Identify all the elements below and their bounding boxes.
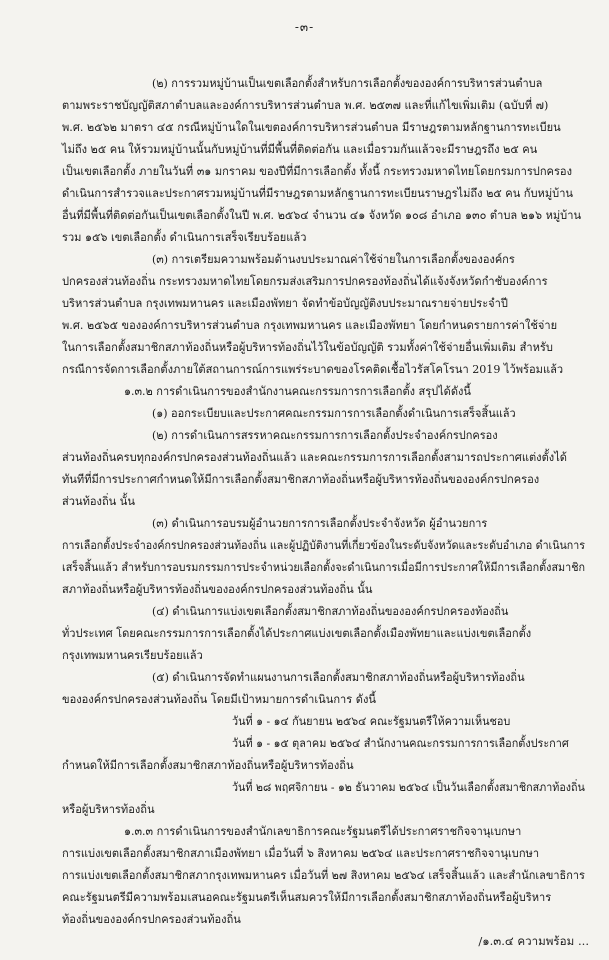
page-number: -๓- <box>294 20 315 34</box>
text-line: การเลือกตั้งประจำองค์กรปกครองส่วนท้องถิ่น และผู้ปฏิบัติงานที่เกี่ยวข้องในระดับจังหวัดและระดับอำเภอ ดำเนินการ <box>62 538 585 552</box>
text-line: ตามพระราชบัญญัติสภาตำบลและองค์การบริหารส่วนตำบล พ.ศ. ๒๕๓๗ และที่แก้ไขเพิ่มเติม (ฉบับที่ ๗) <box>62 98 549 112</box>
text-line: กำหนดให้มีการเลือกตั้งสมาชิกสภาท้องถิ่นหรือผู้บริหารท้องถิ่น <box>62 758 354 772</box>
text-line: (๒) การรวมหมู่บ้านเป็นเขตเลือกตั้งสำหรับการเลือกตั้งขององค์การบริหารส่วนตำบล <box>152 76 543 90</box>
text-line: ขององค์กรปกครองส่วนท้องถิ่น โดยมีเป้าหมายการดำเนินการ ดังนี้ <box>62 692 376 706</box>
text-line: ทันทีที่มีการประกาศกำหนดให้มีการเลือกตั้งสมาชิกสภาท้องถิ่นหรือผู้บริหารท้องถิ่นขององค์กรปกครอง <box>62 472 540 486</box>
text-line: รวม ๑๕๖ เขตเลือกตั้ง ดำเนินการเสร็จเรียบร้อยแล้ว <box>62 230 307 244</box>
text-line: (๔) ดำเนินการแบ่งเขตเลือกตั้งสมาชิกสภาท้องถิ่นขององค์กรปกครองท้องถิ่น <box>152 604 509 618</box>
text-line: หรือผู้บริหารท้องถิ่น <box>62 802 155 816</box>
text-line: ดำเนินการสำรวจและประกาศรวมหมู่บ้านที่มีราษฎรตามหลักฐานการทะเบียนราษฎรไม่ถึง ๒๕ คน กับหมู่บ้าน <box>62 186 574 200</box>
text-line: ท้องถิ่นขององค์กรปกครองส่วนท้องถิ่น <box>62 912 241 926</box>
text-line: วันที่ ๑ - ๑๔ กันยายน ๒๕๖๔ คณะรัฐมนตรีให้ความเห็นชอบ <box>232 714 511 728</box>
text-line: พ.ศ. ๒๕๖๒ มาตรา ๔๕ กรณีหมู่บ้านใดในเขตองค์การบริหารส่วนตำบล มีราษฎรตามหลักฐานการทะเบียน <box>62 120 561 134</box>
text-line: บริหารส่วนตำบล กรุงเทพมหานคร และเมืองพัทยา จัดทำข้อบัญญัติงบประมาณรายจ่ายประจำปี <box>62 296 508 310</box>
text-line: วันที่ ๑ - ๑๕ ตุลาคม ๒๕๖๔ สำนักงานคณะกรรมการการเลือกตั้งประกาศ <box>232 736 569 750</box>
text-line: เป็นเขตเลือกตั้ง ภายในวันที่ ๓๑ มกราคม ของปีที่มีการเลือกตั้ง ทั้งนี้ กระทรวงมหาดไทยโดยกรมการปกครอง <box>62 164 573 178</box>
text-line: ในการเลือกตั้งสมาชิกสภาท้องถิ่นหรือผู้บริหารท้องถิ่นไว้ในข้อบัญญัติ รวมทั้งค่าใช้จ่ายอื่นเพิ่มเติม สำหรับ <box>62 340 553 354</box>
text-line: กรณีการจัดการเลือกตั้งภายใต้สถานการณ์การแพร่ระบาดของโรคติดเชื้อไวรัสโคโรนา 2019 ไว้พร้อมแล้ว <box>62 362 564 376</box>
text-line: ไม่ถึง ๒๕ คน ให้รวมหมู่บ้านนั้นกับหมู่บ้านที่มีพื้นที่ติดต่อกัน และเมื่อรวมกันแล้วจะมีราษฎรถึง ๒๕ คน <box>62 142 538 156</box>
text-line: ๑.๓.๓ การดำเนินการของสำนักเลขาธิการคณะรัฐมนตรีได้ประกาศราชกิจจานุเบกษา <box>124 824 522 838</box>
text-line: (๑) ออกระเบียบและประกาศคณะกรรมการการเลือกตั้งดำเนินการเสร็จสิ้นแล้ว <box>152 406 516 420</box>
text-line: อื่นที่มีพื้นที่ติดต่อกันเป็นเขตเลือกตั้งในปี พ.ศ. ๒๕๖๔ จำนวน ๔๑ จังหวัด ๑๐๘ อำเภอ ๑๓๐ ตำบล ๒๑๖ หมู่บ้าน <box>62 208 582 222</box>
text-line: (๒) การดำเนินการสรรหาคณะกรรมการการเลือกตั้งประจำองค์กรปกครอง <box>152 428 498 442</box>
text-line: การแบ่งเขตเลือกตั้งสมาชิกสภาเมืองพัทยา เมื่อวันที่ ๖ สิงหาคม ๒๕๖๔ และประกาศราชกิจจานุเบกษา <box>62 846 540 860</box>
text-line: (๓) การเตรียมความพร้อมด้านงบประมาณค่าใช้จ่ายในการเลือกตั้งขององค์กร <box>152 252 515 266</box>
text-line: กรุงเทพมหานครเรียบร้อยแล้ว <box>62 648 203 662</box>
continuation-footer: /๑.๓.๔ ความพร้อม ... <box>478 934 589 948</box>
text-line: ส่วนท้องถิ่นครบทุกองค์กรปกครองส่วนท้องถิ่นแล้ว และคณะกรรมการการเลือกตั้งสามารถประกาศแต่งตั้งได้ <box>62 450 567 464</box>
text-line: ทั่วประเทศ โดยคณะกรรมการการเลือกตั้งได้ประกาศแบ่งเขตเลือกตั้งเมืองพัทยาและแบ่งเขตเลือกตั้ง <box>62 626 532 640</box>
text-line: พ.ศ. ๒๕๖๕ ขององค์การบริหารส่วนตำบล กรุงเทพมหานคร และเมืองพัทยา โดยกำหนดรายการค่าใช้จ่าย <box>62 318 558 332</box>
text-line: ๑.๓.๒ การดำเนินการของสำนักงานคณะกรรมการการเลือกตั้ง สรุปได้ดังนี้ <box>124 384 471 398</box>
text-line: สภาท้องถิ่นหรือผู้บริหารท้องถิ่นขององค์กรปกครองส่วนท้องถิ่น นั้น <box>62 582 373 596</box>
text-line: คณะรัฐมนตรีมีความพร้อมเสนอคณะรัฐมนตรีเห็นสมควรให้มีการเลือกตั้งสมาชิกสภาท้องถิ่นหรือผู้บริหาร <box>62 890 552 904</box>
text-line: วันที่ ๒๘ พฤศจิกายน - ๑๒ ธันวาคม ๒๕๖๔ เป็นวันเลือกตั้งสมาชิกสภาท้องถิ่น <box>232 780 585 794</box>
text-line: (๓) ดำเนินการอบรมผู้อำนวยการการเลือกตั้งประจำจังหวัด ผู้อำนวยการ <box>152 516 488 530</box>
text-line: (๕) ดำเนินการจัดทำแผนงานการเลือกตั้งสมาชิกสภาท้องถิ่นหรือผู้บริหารท้องถิ่น <box>152 670 525 684</box>
text-line: ส่วนท้องถิ่น นั้น <box>62 494 135 508</box>
text-line: การแบ่งเขตเลือกตั้งสมาชิกสภากรุงเทพมหานคร เมื่อวันที่ ๒๗ สิงหาคม ๒๕๖๔ เสร็จสิ้นแล้ว และสำนักเลขาธิการ <box>62 868 585 882</box>
text-line: เสร็จสิ้นแล้ว สำหรับการอบรมกรรมการประจำหน่วยเลือกตั้งจะดำเนินการเมื่อมีการประกาศให้มีการเลือกตั้งสมาชิก <box>62 560 586 574</box>
text-line: ปกครองส่วนท้องถิ่น กระทรวงมหาดไทยโดยกรมส่งเสริมการปกครองท้องถิ่นได้แจ้งจังหวัดกำชับองค์การ <box>62 274 548 288</box>
